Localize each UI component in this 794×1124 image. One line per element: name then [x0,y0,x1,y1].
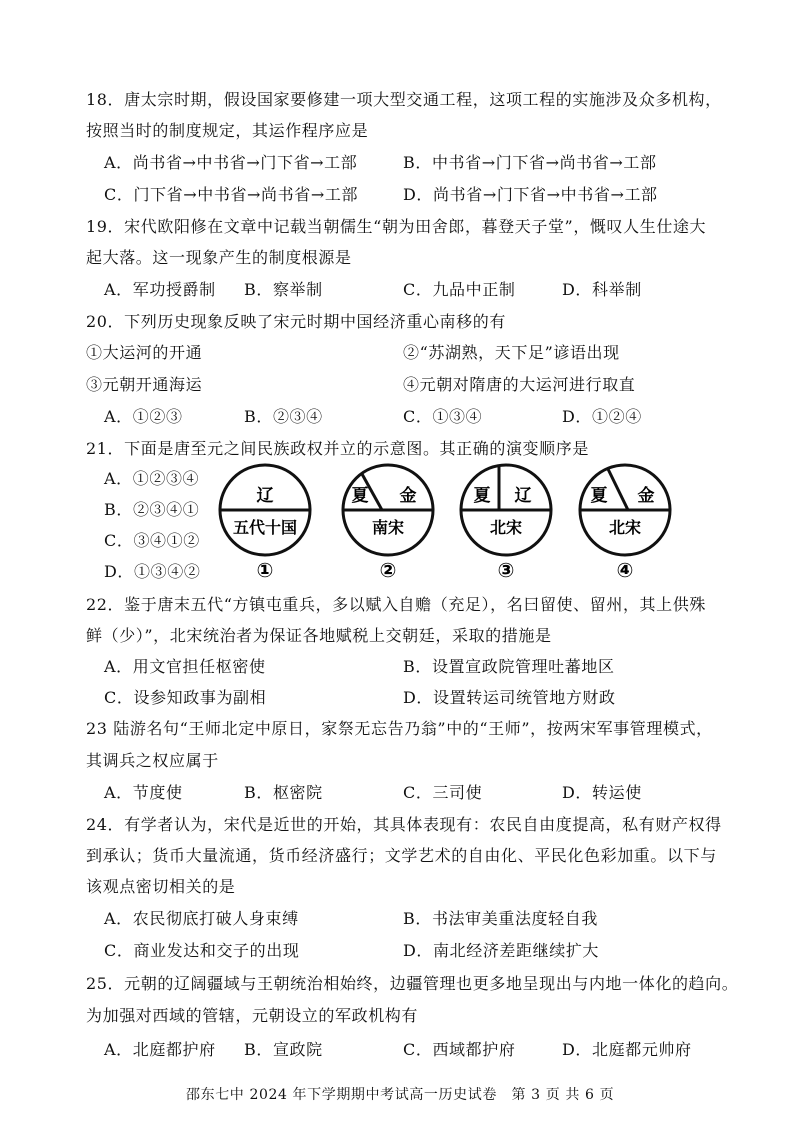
q24-stem-line3: 该观点密切相关的是 [86,877,236,896]
q24-option-a: A．农民彻底打破人身束缚 [104,909,299,928]
diagram-3-top-right: 辽 [514,486,532,506]
q20-item-4: ④元朝对隋唐的大运河进行取直 [403,375,636,394]
q24-option-c: C．商业发达和交子的出现 [104,941,300,960]
diagram-1-bottom: 五代十国 [232,518,298,537]
diagram-1-top: 辽 [256,486,274,506]
diagram-3-bottom: 北宋 [489,518,523,537]
q18-stem-line1: 18．唐太宗时期，假设国家要修建一项大型交通工程，这项工程的实施涉及众多机构， [86,90,722,109]
diagram-4-top-left: 夏 [590,486,608,506]
q20-option-b: B．②③④ [244,407,323,426]
diagram-2-top-right: 金 [399,486,417,506]
q23-option-a: A．节度使 [104,783,183,802]
q20-option-d: D．①②④ [562,407,642,426]
q21-option-c: C．③④①② [104,531,200,550]
diagram-3-top-left: 夏 [473,486,491,506]
q18-option-a: A．尚书省→中书省→门下省→工部 [104,153,358,172]
q21-option-a: A．①②③④ [104,469,200,488]
diagram-4-bottom: 北宋 [608,518,642,537]
q22-option-d: D．设置转运司统管地方财政 [403,688,616,707]
q20-item-2: ②“苏湖熟，天下足”谚语出现 [403,343,620,362]
diagram-2-label: ② [379,558,397,582]
q21-stem: 21．下面是唐至元之间民族政权并立的示意图。其正确的演变顺序是 [86,439,589,458]
q20-option-a: A．①②③ [104,407,183,426]
q22-option-c: C．设参知政事为副相 [104,688,267,707]
q22-stem-line1: 22．鉴于唐末五代“方镇屯重兵，多以赋入自赡（充足），名曰留使、留州，其上供殊 [86,595,706,614]
q25-option-c: C．西域都护府 [403,1040,516,1059]
q18-option-b: B．中书省→门下省→尚书省→工部 [403,153,657,172]
q19-option-a: A．军功授爵制 [104,280,216,299]
q18-option-d: D．尚书省→门下省→中书省→工部 [403,185,658,204]
diagram-4 [580,465,670,582]
diagram-2-top-left: 夏 [351,486,369,506]
q25-option-b: B．宣政院 [244,1040,323,1059]
q21-option-b: B．②③④① [104,500,200,519]
q23-option-b: B．枢密院 [244,783,323,802]
q18-option-c: C．门下省→中书省→尚书省→工部 [104,185,359,204]
q23-option-c: C．三司使 [403,783,483,802]
q24-option-b: B．书法审美重法度轻自我 [403,909,598,928]
diagram-3-label: ③ [497,558,515,582]
q19-option-b: B．察举制 [244,280,323,299]
q19-stem-line2: 起大落。这一现象产生的制度根源是 [86,248,352,267]
q24-stem-line2: 到承认；货币大量流通，货币经济盛行；文学艺术的自由化、平民化色彩加重。以下与 [86,846,717,865]
q24-stem-line1: 24．有学者认为，宋代是近世的开始，其具体表现有：农民自由度提高，私有财产权得 [86,815,722,834]
q22-option-b: B．设置宣政院管理吐蕃地区 [403,657,615,676]
diagram-3 [461,465,551,582]
diagram-4-label: ④ [616,558,634,582]
q21-option-d: D．①③④② [104,562,201,581]
q22-stem-line2: 鲜（少）”，北宋统治者为保证各地赋税上交朝廷，采取的措施是 [86,626,552,645]
diagram-2 [343,465,433,582]
q20-option-c: C．①③④ [403,407,483,426]
q20-stem: 20．下列历史现象反映了宋元时期中国经济重心南移的有 [86,312,506,331]
q23-option-d: D．转运使 [562,783,642,802]
q25-stem-line1: 25．元朝的辽阔疆域与王朝统治相始终，边疆管理也更多地呈现出与内地一体化的趋向。 [86,974,739,993]
q25-option-a: A．北庭都护府 [104,1040,216,1059]
diagram-4-top-right: 金 [637,486,655,506]
diagram-1-label: ① [256,558,274,582]
diagram-1 [220,465,310,582]
q21-diagrams [210,455,690,590]
q20-item-1: ①大运河的开通 [86,343,203,362]
q18-stem-line2: 按照当时的制度规定，其运作程序应是 [86,121,369,140]
q19-option-c: C．九品中正制 [403,280,516,299]
diagram-2-bottom: 南宋 [371,518,405,537]
q22-option-a: A．用文官担任枢密使 [104,657,266,676]
q24-option-d: D．南北经济差距继续扩大 [403,941,600,960]
q23-stem-line2: 其调兵之权应属于 [86,751,219,770]
q20-item-3: ③元朝开通海运 [86,375,203,394]
q23-stem-line1: 23 陆游名句“王师北定中原日，家祭无忘告乃翁”中的“王师”，按两宋军事管理模式， [86,719,713,738]
page-footer: 邵东七中 2024 年下学期期中考试高一历史试卷 第 3 页 共 6 页 [186,1087,615,1103]
q25-stem-line2: 为加强对西域的管辖，元朝设立的军政机构有 [86,1006,419,1025]
q19-stem-line1: 19．宋代欧阳修在文章中记载当朝儒生“朝为田舍郎，暮登天子堂”，慨叹人生仕途大 [86,217,707,236]
q25-option-d: D．北庭都元帅府 [562,1040,692,1059]
q19-option-d: D．科举制 [562,280,642,299]
